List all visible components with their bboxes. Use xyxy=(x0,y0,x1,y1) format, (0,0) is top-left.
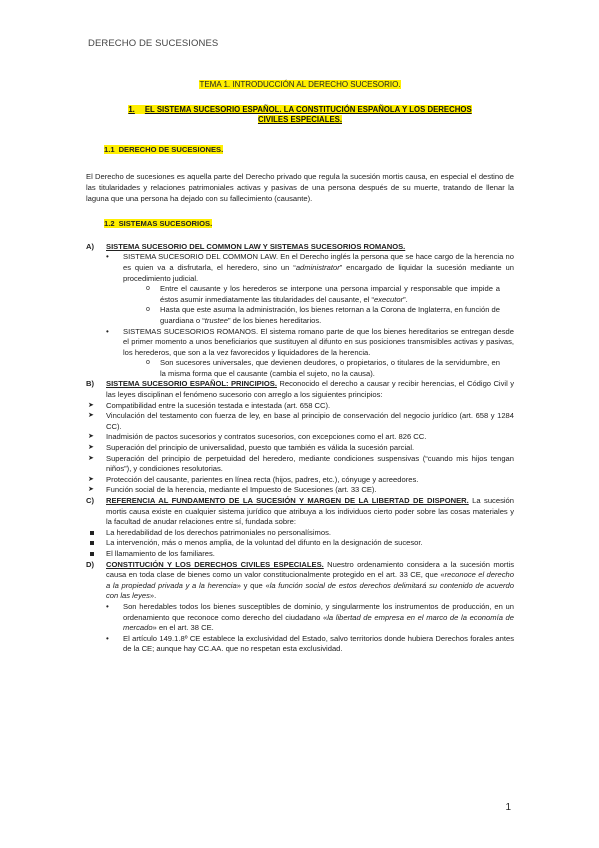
square-bullet-icon xyxy=(90,531,94,535)
arrow-bullet-icon: ➤ xyxy=(88,433,94,441)
list-item-articulo-149: • El artículo 149.1.8º CE establece la exclusividad del Estado, salvo territorios donde hubiera Derechos forales antes de la CE; aunque hay CC.AA. que no respetan esta exclusividad. xyxy=(106,633,514,654)
tema-title xyxy=(86,80,514,91)
list-item: ➤ Superación del principio de universalidad, puesto que también es válida la sucesión parcial. xyxy=(88,443,415,453)
section-a-label: A) xyxy=(86,241,95,251)
list-item-romanos: • SISTEMAS SUCESORIOS ROMANOS. El sistema romano parte de que los bienes hereditarios se entregan desde el primer momento a unos beneficiarios que sustituyen al difunto en sus posiciones transmisibles activas y pasivas, los herederos, que son a la vez favorecidos y liquidadores de la herencia. xyxy=(106,326,514,357)
section-d-list xyxy=(86,602,514,655)
section-b-heading: SISTEMA SUCESORIO ESPAÑOL: PRINCIPIOS. xyxy=(106,379,277,389)
section-c-heading: REFERENCIA AL FUNDAMENTO DE LA SUCESIÓN Y MARGEN DE LA LIBERTAD DE DISPONER. xyxy=(106,496,469,505)
subsection-1-1-heading xyxy=(104,145,514,156)
arrow-bullet-icon: ➤ xyxy=(88,454,94,462)
document-body xyxy=(86,80,514,655)
bullet-icon: • xyxy=(106,326,109,336)
list-item-common-law: • SISTEMA SUCESORIO DEL COMMON LAW. En el Derecho inglés la persona que se hace cargo de la herencia no es quien va a disfrutarla, el heredero, sino un “administrator” encargado de liquidar la sucesión mediante un procedimiento judicial. xyxy=(106,252,515,283)
section-a-list xyxy=(86,252,514,284)
fundamento-list xyxy=(86,528,514,560)
tema-title-text: TEMA 1. INTRODUCCIÓN AL DERECHO SUCESORIO. xyxy=(199,80,401,89)
romanos-sublist xyxy=(86,358,514,379)
list-item: ➤ Protección del causante, parientes en línea recta (hijos, padres, etc.), cónyuge y acreedores. xyxy=(88,474,419,484)
section-a-list-2 xyxy=(86,327,514,359)
square-bullet-icon xyxy=(90,541,94,545)
circle-bullet-icon: o xyxy=(146,306,150,314)
section-d: D) CONSTITUCIÓN Y LOS DERECHOS CIVILES ESPECIALES. Nuestro ordenamiento considera a la sucesión mortis causa en toda clase de bienes como un valor constitucionalmente protegido en el art. 33 CE, que «reconoce el derecho a la propiedad privada y a la herencia» y que «la función social de estos derechos delimitará su contenido de acuerdo con las leyes». xyxy=(86,559,515,601)
list-item-heredables: • Son heredables todos los bienes susceptibles de dominio, y singularmente los instrumentos de producción, en un ordenamiento que reconoce como derecho del ciudadano «la libertad de empresa en el marco de la economía de mercado» en el art. 38 CE. xyxy=(106,601,514,633)
list-item: El llamamiento de los familiares. xyxy=(86,549,514,560)
subsection-1-2-heading xyxy=(104,219,514,230)
bullet-icon: • xyxy=(106,252,109,262)
list-item: ➤ Vinculación del testamento con fuerza de ley, en base al principio de conservación del negocio jurídico (art. 658 y 1284 CC). xyxy=(88,411,514,431)
list-item: ➤ Inadmisión de pactos sucesorios y contratos sucesorios, con excepciones como el art. 826 CC. xyxy=(88,432,427,442)
section-1-heading xyxy=(86,105,514,126)
section-d-heading: CONSTITUCIÓN Y LOS DERECHOS CIVILES ESPECIALES. xyxy=(106,559,324,569)
section-c xyxy=(86,496,514,528)
list-item: La heredabilidad de los derechos patrimoniales no personalísimos. xyxy=(86,528,514,539)
circle-bullet-icon: o xyxy=(146,285,150,293)
page-number: 1 xyxy=(505,802,511,813)
list-item: ➤ Compatibilidad entre la sucesión testada e intestada (art. 658 CC). xyxy=(88,400,331,410)
bullet-icon: • xyxy=(106,633,109,643)
arrow-bullet-icon: ➤ xyxy=(88,401,94,409)
section-b-label: B) xyxy=(86,379,95,389)
list-item: ➤ Función social de la herencia, mediante el Impuesto de Sucesiones (art. 33 CE). xyxy=(88,485,377,495)
intro-paragraph: El Derecho de sucesiones es aquella parte del Derecho privado que regula la sucesión mortis causa, en especial el destino de las titularidades y relaciones patrimoniales activas y pasivas de una persona después de su muerte, tratando de llenar la laguna que una persona ha dejado con su fallecimiento (causante). xyxy=(86,172,514,203)
arrow-bullet-icon: ➤ xyxy=(88,475,94,483)
bullet-icon: • xyxy=(106,601,109,611)
arrow-bullet-icon: ➤ xyxy=(88,486,94,494)
section-b-text: Reconocido el derecho a causar y recibir herencias, el Código Civil y las leyes disciplinan el fenómeno sucesorio con arreglo a los siguientes principios: xyxy=(106,379,514,400)
list-item-executor: o Entre el causante y los herederos se interpone una persona imparcial y responsable que impide a éstos asumir inmediatamente las titularidades del causante, el “executor”. xyxy=(146,284,500,304)
principles-list xyxy=(86,401,514,496)
section-1-title: EL SISTEMA SUCESORIO ESPAÑOL. LA CONSTITUCIÓN ESPAÑOLA Y LOS DERECHOS CIVILES ESPECIALES. xyxy=(144,104,472,125)
section-c-label: C) xyxy=(86,496,95,505)
circle-bullet-icon: o xyxy=(146,359,150,367)
section-1-number: 1. xyxy=(128,105,145,114)
list-item: ➤ Superación del principio de perpetuidad del heredero, mediante condiciones suspensivas (“cuando mis hijos tengan niños”), y condiciones resolutorias. xyxy=(88,453,514,474)
section-a-heading: SISTEMA SUCESORIO DEL COMMON LAW Y SISTEMAS SUCESORIOS ROMANOS. xyxy=(106,241,406,251)
section-d-label: D) xyxy=(86,559,95,569)
section-a xyxy=(86,242,514,253)
running-header: DERECHO DE SUCESIONES xyxy=(88,38,219,49)
list-item: La intervención, más o menos amplia, de la voluntad del difunto en la designación de sucesor. xyxy=(86,538,514,549)
subsection-1-2-label: 1.2 SISTEMAS SUCESORIOS. xyxy=(104,219,213,229)
list-item-trustee: o Hasta que este asuma la administración, los bienes retornan a la Corona de Inglaterra, en función de guardiana o “trustee” de los bienes hereditarios. xyxy=(146,305,500,325)
arrow-bullet-icon: ➤ xyxy=(88,444,94,452)
common-law-sublist xyxy=(86,284,514,326)
list-item-sucesores: o Son sucesores universales, que devienen deudores, o propietarios, o titulares de la servidumbre, en la misma forma que el causante (cambia el sujeto, no la causa). xyxy=(146,358,500,378)
section-b xyxy=(86,379,514,400)
arrow-bullet-icon: ➤ xyxy=(88,412,94,420)
square-bullet-icon xyxy=(90,552,94,556)
subsection-1-1-label: 1.1 DERECHO DE SUCESIONES. xyxy=(104,144,224,154)
section-c-text: La sucesión mortis causa existe en cualquier sistema jurídico que atribuya a los individuos cierto poder sobre las cosas materiales y la facultad de anudar relaciones entre sí, fundada sobre: xyxy=(106,496,514,527)
